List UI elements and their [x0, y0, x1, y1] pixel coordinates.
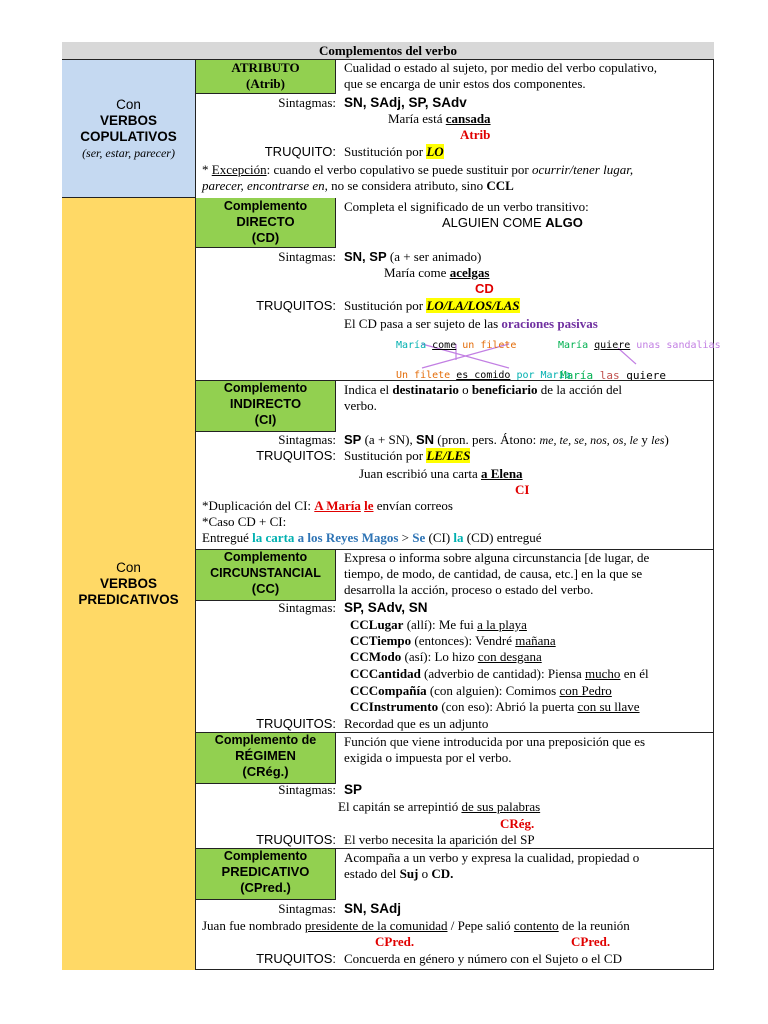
section-divider [196, 549, 714, 550]
cc-def-3: desarrolla la acción, proceso o estado del verbo. [344, 582, 594, 597]
cpred-def-2: estado del Suj o CD. [344, 866, 454, 881]
pasiva-example-passive: Un filete es comido por María [396, 370, 571, 381]
heading-line: (Atrib) [246, 76, 285, 91]
truquitos-label: TRUQUITOS: [256, 448, 336, 463]
creg-sintagmas: SP [344, 782, 363, 797]
creg-truquito: El verbo necesita la aparición del SP [344, 832, 535, 847]
atributo-sintagmas: SN, SAdj, SP, SAdv [344, 95, 467, 110]
cc-item: CCModo (así): Lo hizo con desgana [350, 649, 542, 664]
cd-def-2: ALGUIEN COME ALGO [442, 215, 583, 230]
truquitos-label: TRUQUITOS: [256, 832, 336, 847]
atributo-truquito: Sustitución por LO [344, 144, 444, 159]
section-divider [196, 848, 714, 849]
heading-line: (CPred.) [240, 880, 291, 895]
side-verbos-label: VERBOS [99, 576, 157, 591]
cpred-def-1: Acompaña a un verbo y expresa la cualidad, propiedad o [344, 850, 640, 865]
cc-item: CCLugar (allí): Me fui a la playa [350, 617, 527, 632]
truquitos-label: TRUQUITOS: [256, 298, 336, 313]
sintagmas-label: Sintagmas: [278, 901, 336, 916]
sintagmas-label: Sintagmas: [278, 249, 336, 264]
ci-example: Juan escribió una carta a Elena [359, 466, 523, 481]
cc-sintagmas: SP, SAdv, SN [344, 600, 428, 615]
ci-def-1: Indica el destinatario o beneficiario de la acción del [344, 382, 623, 397]
pasiva-example-active: María come un filete [396, 340, 517, 351]
heading-line: (CRég.) [242, 764, 289, 779]
creg-heading [196, 732, 336, 784]
heading-line: CIRCUNSTANCIAL [210, 566, 321, 580]
heading-line: ATRIBUTO [231, 60, 300, 75]
sintagmas-label: Sintagmas: [278, 95, 336, 110]
cpred-truquito: Concuerda en género y número con el Sujeto o el CD [344, 951, 622, 966]
heading-line: (CI) [254, 412, 277, 427]
heading-line: (CD) [251, 230, 280, 245]
section-divider [196, 380, 714, 381]
truquito-label: TRUQUITO: [264, 144, 336, 159]
section-divider [196, 732, 714, 733]
creg-def-1: Función que viene introducida por una preposición que es [344, 734, 646, 749]
cd-sintagmas: SN, SP (a + ser animado) [344, 249, 482, 264]
heading-line: PREDICATIVO [221, 864, 310, 879]
ci-def-2: verbo. [344, 398, 377, 413]
heading-line: Complemento de [214, 733, 317, 747]
sintagmas-label: Sintagmas: [278, 782, 336, 797]
atributo-excepcion-2: parecer, encontrarse en, no se considera atributo, sino CCL [202, 178, 514, 193]
cd-def-1: Completa el significado de un verbo transitivo: [344, 199, 589, 214]
cpred-tag-1: CPred. [375, 934, 415, 949]
truquitos-label: TRUQUITOS: [256, 716, 336, 731]
atributo-excepcion-1: * Excepción: cuando el verbo copulativo se puede sustituir por ocurrir/tener lugar, [202, 162, 634, 177]
cd-heading [196, 198, 336, 248]
pronoun-example-1: María quiere unas sandalias [558, 340, 721, 351]
sintagmas-label: Sintagmas: [278, 600, 336, 615]
side-verbos-label: VERBOS [99, 112, 157, 128]
ci-caso-example: Entregué la carta a los Reyes Magos > Se (CI) la (CD) entregué [202, 530, 542, 545]
ci-duplicacion: *Duplicación del CI: A María le envían correos [202, 498, 453, 513]
truquitos-label: TRUQUITOS: [256, 951, 336, 966]
heading-line: Complemento [223, 381, 308, 395]
heading-line: (CC) [251, 581, 280, 596]
atributo-def-1: Cualidad o estado al sujeto, por medio del verbo copulativo, [344, 60, 658, 75]
cd-example: María come acelgas [384, 265, 490, 280]
document-page [62, 42, 721, 970]
atributo-heading [196, 60, 336, 94]
cc-def-2: tiempo, de modo, de cantidad, de causa, etc.] en la que se [344, 566, 643, 581]
side-examples-label: (ser, estar, parecer) [82, 145, 175, 160]
cc-item: CCCantidad (adverbio de cantidad): Piensa mucho en él [350, 666, 649, 681]
heading-line: Complemento [223, 550, 308, 564]
copulativos-side-cell [62, 60, 196, 198]
table-title: Complementos del verbo [62, 42, 714, 60]
atributo-tag: Atrib [460, 127, 491, 142]
side-con-label: Con [116, 96, 141, 112]
ci-tag: CI [515, 482, 530, 497]
atributo-example: María está cansada [388, 111, 491, 126]
ci-truquito: Sustitución por LE/LES [344, 448, 471, 463]
cc-truquito: Recordad que es un adjunto [344, 716, 489, 731]
cpred-tag-2: CPred. [571, 934, 611, 949]
cd-truquito: Sustitución por LO/LA/LOS/LAS [344, 298, 520, 313]
cpred-heading [196, 848, 336, 900]
atributo-def-2: que se encarga de unir estos dos componentes. [344, 76, 586, 91]
ci-sintagmas: SP (a + SN), SN (pron. pers. Átono: me, te, se, nos, os, le y les) [344, 432, 669, 447]
cd-tag: CD [475, 281, 494, 296]
cc-item: CCTiempo (entonces): Vendré mañana [350, 633, 556, 648]
heading-line: Complemento [223, 849, 308, 863]
cpred-sintagmas: SN, SAdj [344, 901, 402, 916]
creg-def-2: exigida o impuesta por el verbo. [344, 750, 512, 765]
cc-heading [196, 549, 336, 601]
creg-example: El capitán se arrepintió de sus palabras [338, 799, 541, 814]
sintagmas-label: Sintagmas: [278, 432, 336, 447]
ci-caso: *Caso CD + CI: [202, 514, 287, 529]
heading-line: INDIRECTO [229, 396, 302, 411]
predicativos-side-cell [62, 198, 196, 970]
side-copulativos-label: COPULATIVOS [80, 128, 177, 144]
cc-item: CCInstrumento (con eso): Abrió la puerta con su llave [350, 699, 640, 714]
heading-line: Complemento [223, 199, 308, 213]
side-con-label: Con [116, 560, 141, 575]
cd-pasiva: El CD pasa a ser sujeto de las oraciones pasivas [344, 316, 598, 331]
heading-line: DIRECTO [236, 214, 295, 229]
cpred-example: Juan fue nombrado presidente de la comunidad / Pepe salió contento de la reunión [202, 918, 630, 933]
creg-tag: CRég. [500, 816, 535, 831]
cc-def-1: Expresa o informa sobre alguna circunstancia [de lugar, de [344, 550, 650, 565]
side-predicativos-label: PREDICATIVOS [78, 592, 179, 607]
pronoun-example-2: María las quiere [560, 369, 666, 382]
cc-item: CCCompañía (con alguien): Comimos con Pedro [350, 683, 612, 698]
heading-line: RÉGIMEN [235, 748, 296, 763]
ci-heading [196, 380, 336, 432]
